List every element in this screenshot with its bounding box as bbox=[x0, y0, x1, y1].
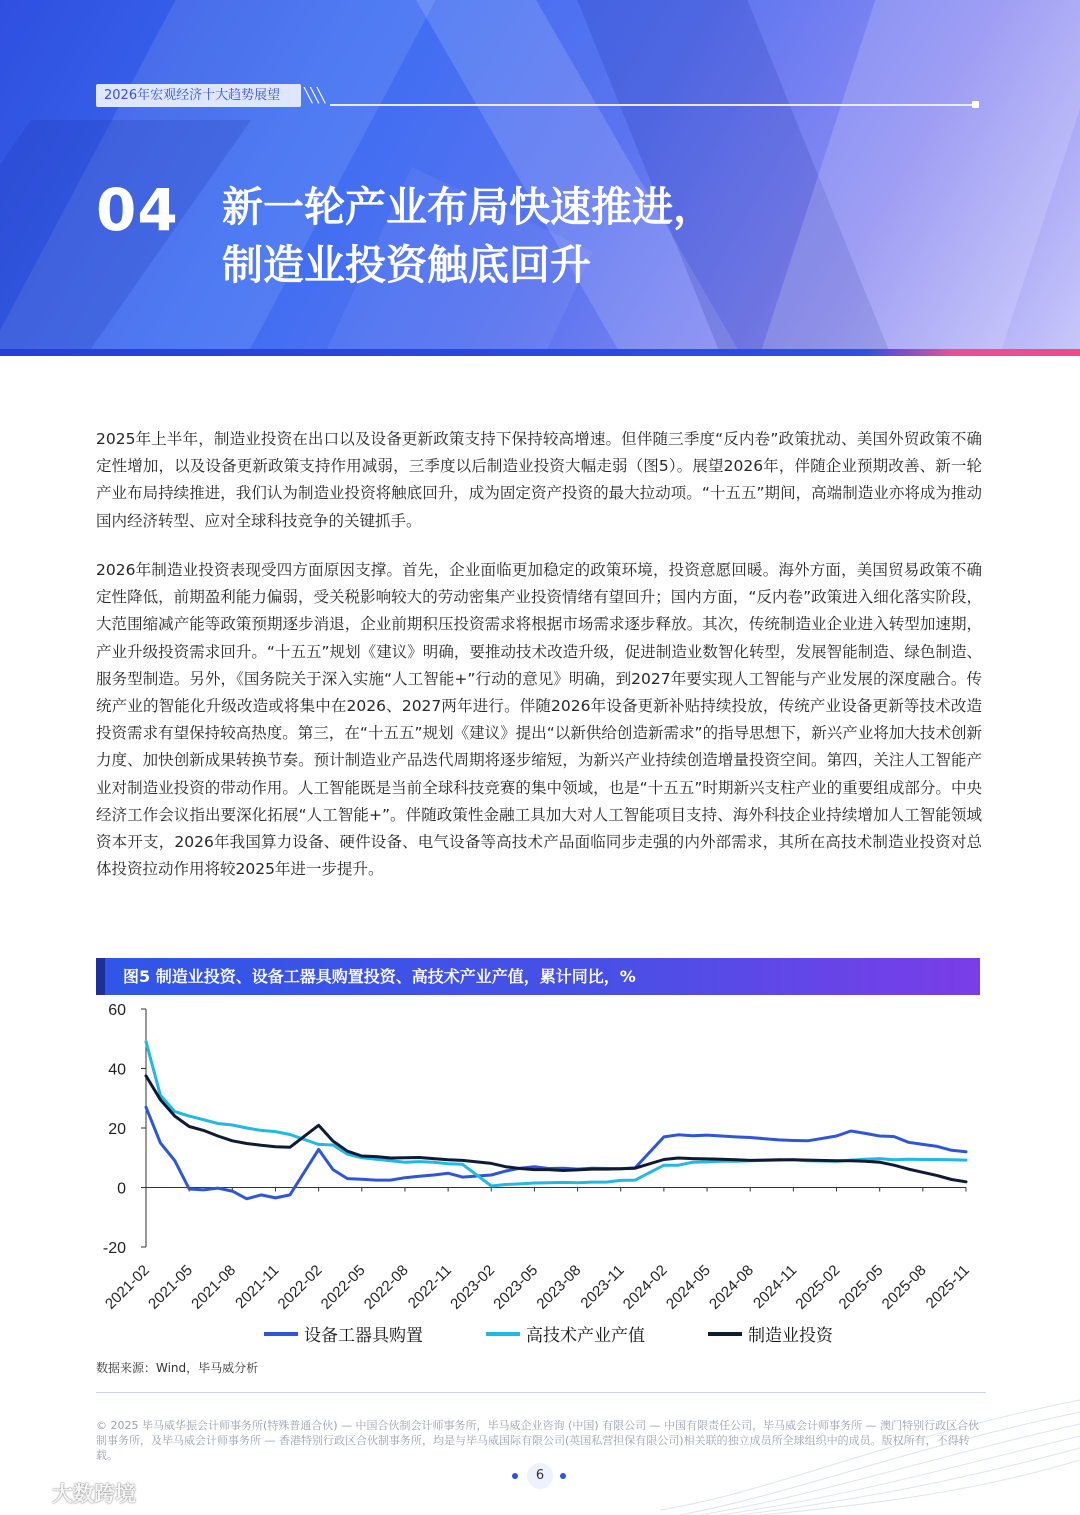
line-chart bbox=[96, 995, 980, 1350]
y-tick-label: 20 bbox=[108, 1121, 126, 1138]
y-tick-label: -20 bbox=[102, 1240, 126, 1257]
section-title bbox=[222, 178, 714, 294]
x-tick-label: 2023-11 bbox=[577, 1261, 628, 1312]
x-tick-label: 2021-02 bbox=[101, 1261, 153, 1313]
y-tick-label: 60 bbox=[108, 1002, 126, 1019]
x-tick-label: 2022-11 bbox=[404, 1261, 455, 1312]
x-tick-label: 2022-05 bbox=[317, 1261, 369, 1313]
x-tick-label: 2023-05 bbox=[490, 1261, 542, 1313]
page-dot-right bbox=[560, 1473, 566, 1479]
x-tick-label: 2024-08 bbox=[706, 1261, 758, 1313]
chart-title-bar bbox=[96, 958, 980, 995]
x-axis bbox=[102, 1188, 973, 1313]
x-tick-label: 2025-08 bbox=[878, 1261, 930, 1313]
y-axis bbox=[103, 1002, 146, 1257]
watermark-logo-icon bbox=[10, 1481, 48, 1505]
chart-source-note: 数据来源：Wind，毕马威分析 bbox=[96, 1361, 259, 1375]
x-tick-label: 2021-08 bbox=[188, 1261, 240, 1313]
x-tick-label: 2024-11 bbox=[750, 1261, 801, 1312]
page-dot-left bbox=[512, 1473, 518, 1479]
x-tick-label: 2025-11 bbox=[922, 1261, 973, 1312]
x-tick-label: 2022-02 bbox=[274, 1261, 326, 1313]
copyright-note: © 2025 毕马威华振会计师事务所(特殊普通合伙) — 中国合伙制会计师事务所，毕马威企业咨询 (中国) 有限公司 — 中国有限责任公司，毕马威会计师事务所 — 澳门特别行政区合伙制事务所，及毕马威会计师事务所 — 香港特别行政区合伙制事务所，均是与毕马威国际有限公司(英国私营担保有限公司)相关联的独立成员所全球组织中的成员。版权所有，不得转载。 bbox=[96, 1419, 980, 1462]
x-tick-label: 2021-11 bbox=[232, 1261, 283, 1312]
chevrons-icon: ╲╲╲ bbox=[304, 88, 324, 104]
section-title-line-2: 制造业投资触底回升 bbox=[222, 241, 591, 289]
section-title-line-1: 新一轮产业布局快速推进， bbox=[222, 183, 714, 231]
chart-title-accent bbox=[96, 958, 105, 995]
x-tick-label: 2021-05 bbox=[145, 1261, 196, 1313]
watermark-text: 大数跨境 bbox=[52, 1482, 136, 1506]
series-line-1 bbox=[146, 1107, 966, 1199]
page-indicator bbox=[505, 1463, 575, 1489]
series-line-3 bbox=[146, 1076, 966, 1182]
report-header-tag: 2026年宏观经济十大趋势展望 bbox=[96, 84, 301, 107]
chart-legend bbox=[264, 1325, 834, 1346]
chart-title: 图5 制造业投资、设备工器具购置投资、高技术产业产值，累计同比，% bbox=[123, 967, 636, 986]
series-lines bbox=[146, 1042, 966, 1199]
banner-accent-strip bbox=[0, 349, 1080, 356]
x-tick-label: 2025-05 bbox=[835, 1261, 887, 1313]
legend-label-2: 高技术产业产值 bbox=[526, 1326, 645, 1346]
y-tick-label: 0 bbox=[117, 1180, 126, 1198]
x-tick-label: 2024-02 bbox=[619, 1261, 671, 1313]
chart-container bbox=[96, 995, 980, 1350]
section-number: 04 bbox=[96, 176, 179, 244]
watermark bbox=[10, 1478, 136, 1508]
header-rule bbox=[330, 104, 975, 106]
header-rule-end-dot bbox=[972, 101, 979, 108]
page-number: 6 bbox=[527, 1463, 553, 1489]
body-paragraph-2: 2026年制造业投资表现受四方面原因支撑。首先，企业面临更加稳定的政策环境，投资意愿回暖。海外方面，美国贸易政策不确定性降低，前期盈利能力偏弱，受关税影响较大的劳动密集产业投资情绪有望回升；国内方面，“反内卷”政策进入细化落实阶段，大范围缩减产能等政策预期逐步消退，企业前期积压投资需求将根据市场需求逐步释放。其次，传统制造业企业进入转型加速期，产业升级投资需求回升。“十五五”规划《建议》明确，要推动技术改造升级，促进制造业数智化转型，发展智能制造、绿色制造、服务型制造。另外，《国务院关于深入实施“人工智能+”行动的意见》明确，到2027年要实现人工智能与产业发展的深度融合。传统产业的智能化升级改造或将集中在2026、2027两年进行。伴随2026年设备更新补贴持续投放，传统产业设备更新等技术改造投资需求有望保持较高热度。第三，在“十五五”规划《建议》提出“以新供给创造新需求”的指导思想下，新兴产业将加大技术创新力度、加快创新成果转换节奏。预计制造业产品迭代周期将逐步缩短，为新兴产业持续创造增量投资空间。第四，关注人工智能产业对制造业投资的带动作用。人工智能既是当前全球科技竞赛的集中领域，也是“十五五”时期新兴支柱产业的重要组成部分。中央经济工作会议指出要深化拓展“人工智能+”。伴随政策性金融工具加大对人工智能项目支持、海外科技企业持续增加人工智能领域资本开支，2026年我国算力设备、硬件设备、电气设备等高技术产品面临同步走强的内外部需求，其所在高技术制造业投资对总体投资拉动作用将较2025年进一步提升。 bbox=[96, 561, 982, 879]
body-paragraph-1: 2025年上半年，制造业投资在出口以及设备更新政策支持下保持较高增速。但伴随三季度“反内卷”政策扰动、美国外贸政策不确定性增加，以及设备更新政策支持作用减弱，三季度以后制造业投资大幅走弱（图5）。展望2026年，伴随企业预期改善、新一轮产业布局持续推进，我们认为制造业投资将触底回升，成为固定资产投资的最大拉动项。“十五五”期间，高端制造业亦将成为推动国内经济转型、应对全球科技竞争的关键抓手。 bbox=[96, 430, 982, 530]
y-tick-label: 40 bbox=[108, 1061, 126, 1079]
x-tick-label: 2024-05 bbox=[662, 1261, 714, 1313]
x-tick-label: 2023-08 bbox=[533, 1261, 585, 1313]
x-tick-label: 2023-02 bbox=[447, 1261, 499, 1313]
x-tick-label: 2022-08 bbox=[360, 1261, 412, 1313]
legend-label-1: 设备工器具购置 bbox=[304, 1326, 423, 1346]
x-tick-label: 2025-02 bbox=[792, 1261, 844, 1313]
legend-label-3: 制造业投资 bbox=[748, 1326, 833, 1346]
series-line-2 bbox=[146, 1042, 966, 1186]
